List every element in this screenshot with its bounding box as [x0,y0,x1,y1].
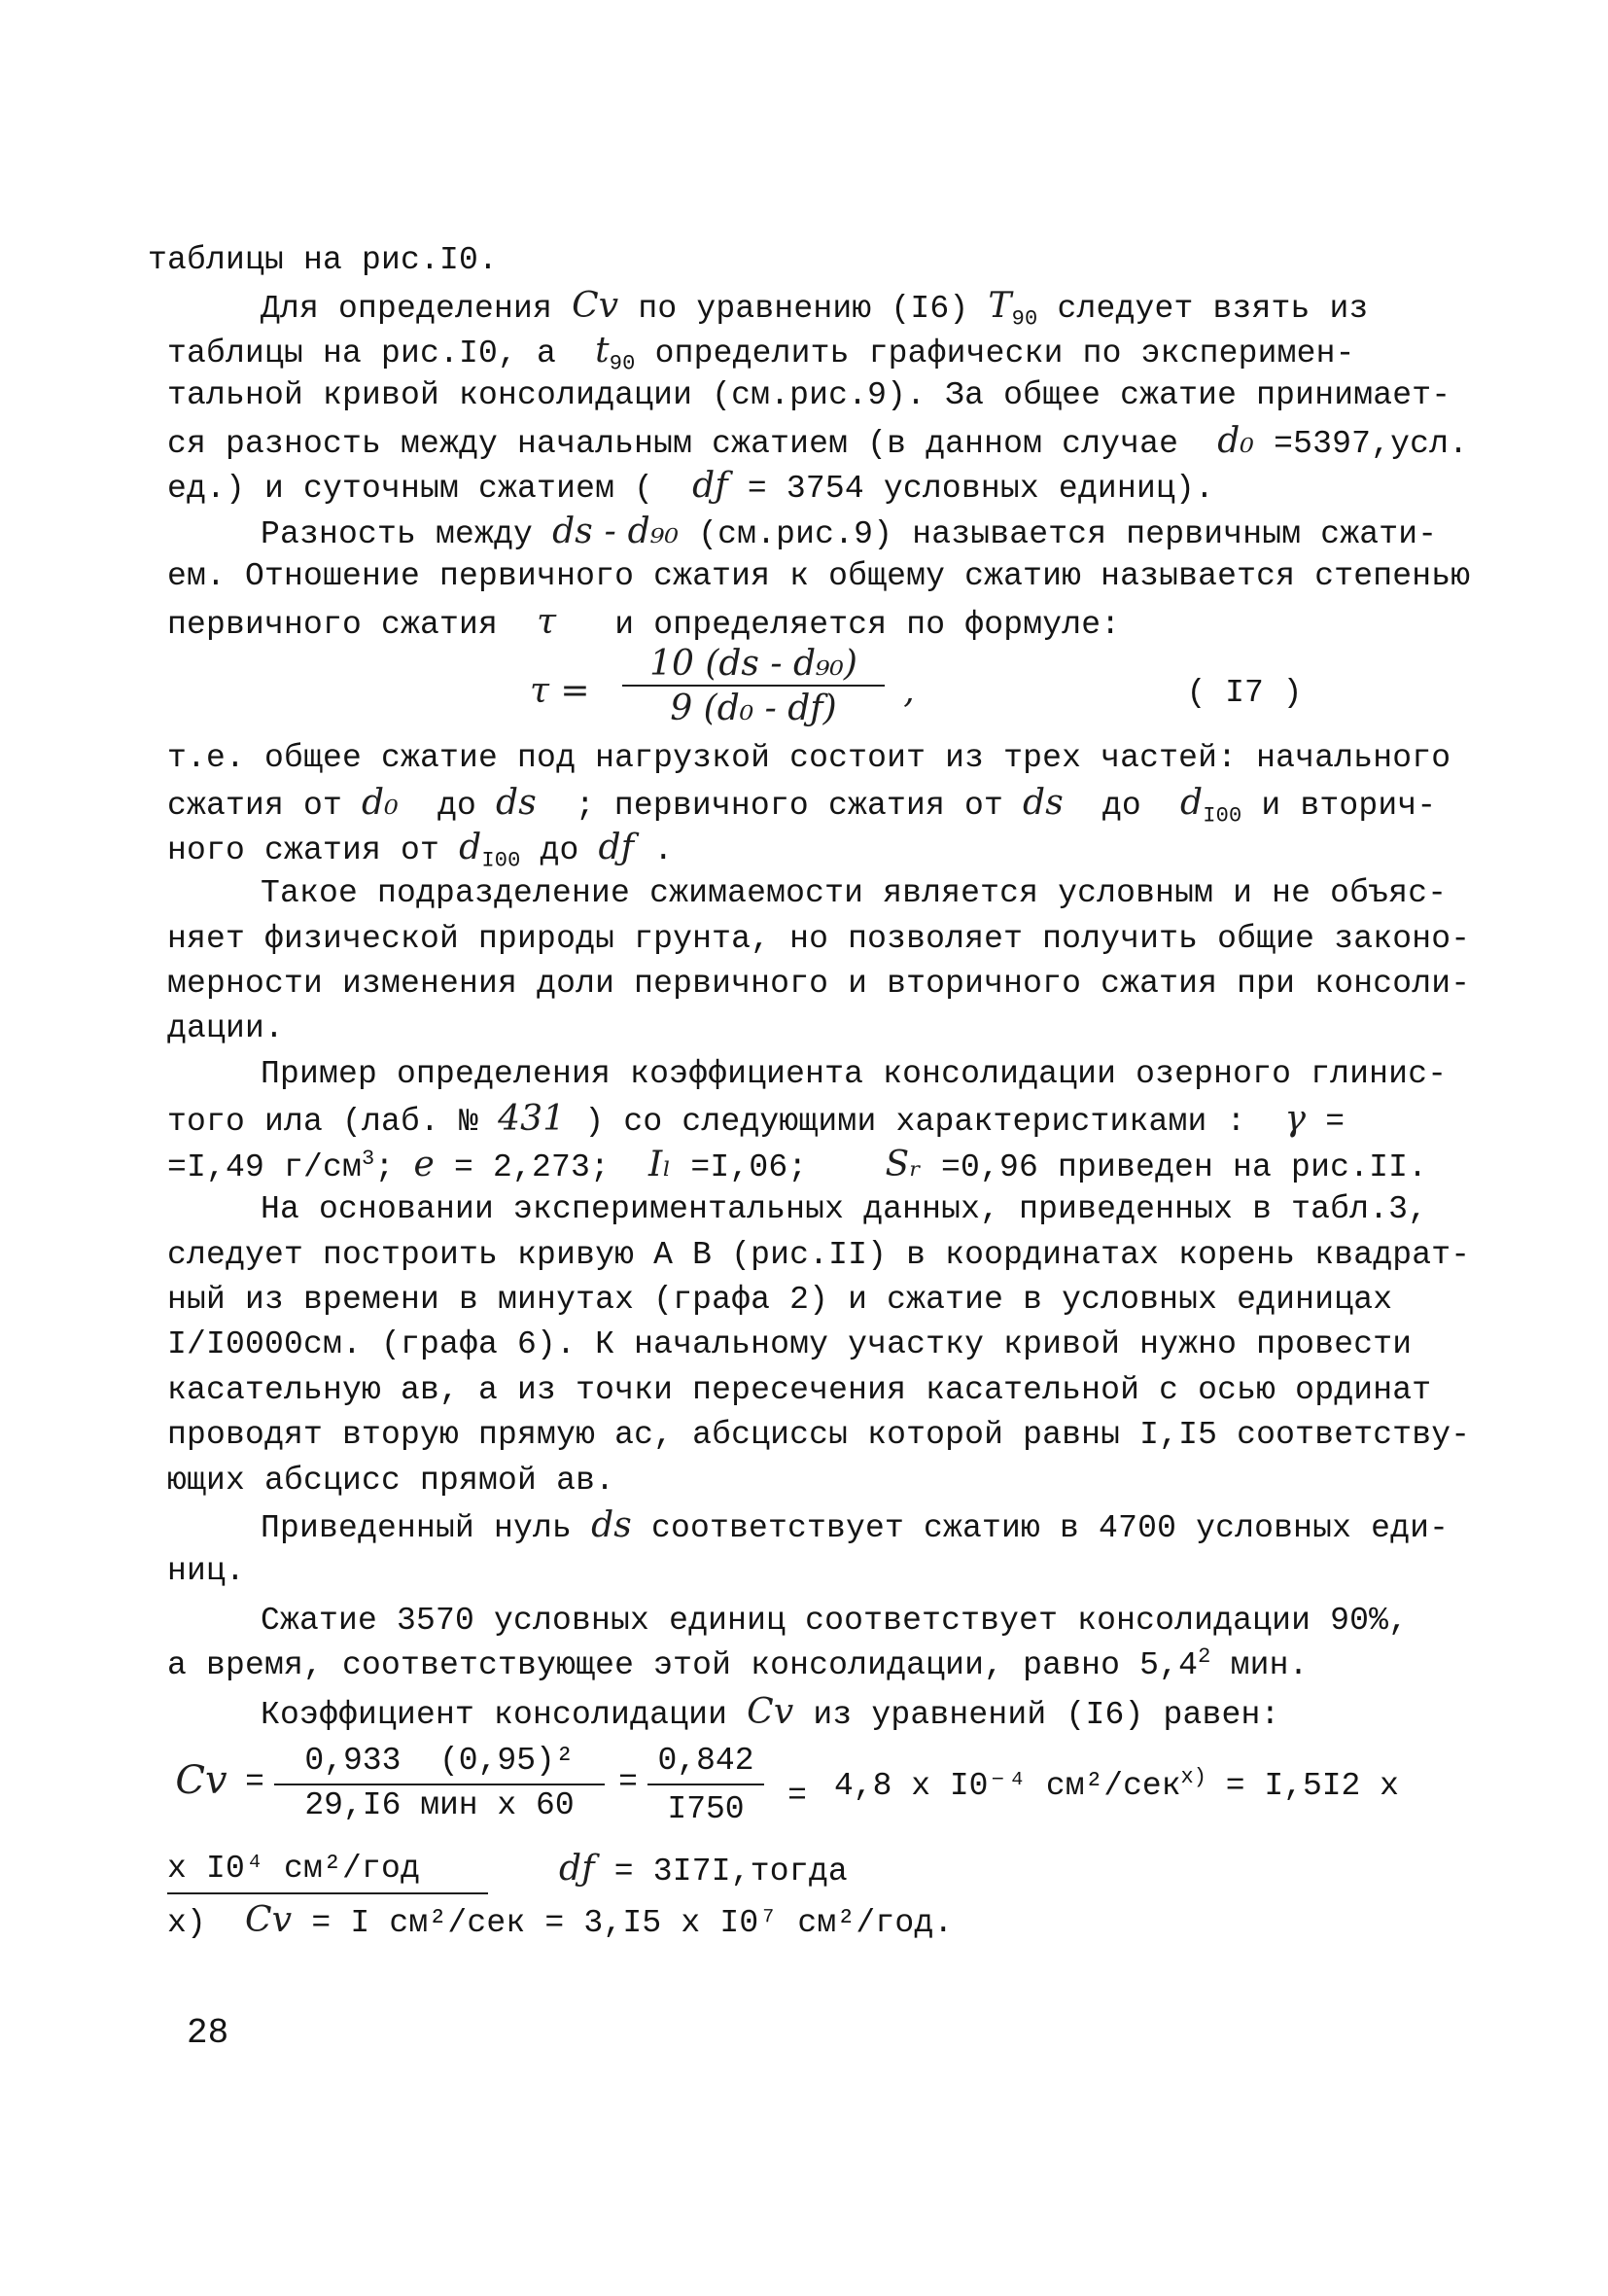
equation-comma: , [903,671,915,711]
text-line: Разность между ds - d₉₀ (см.рис.9) называется первичным сжати- [261,512,1438,552]
underline [167,1892,488,1894]
handwritten-symbol: ds [591,1505,632,1545]
text-line: ющих абсцисс прямой ав. [167,1463,615,1499]
text-line: сжатия от d₀ до ds ; первичного сжатия от ds до $d_{I00}$ и вторич- [167,783,1437,829]
equation-result: 4,8 x I0⁻⁴ см²/сек$^{x)}$ = I,5I2 x [834,1765,1399,1804]
handwritten-symbol: τ [537,602,557,642]
text-line: таблицы на рис.I0, а $t_{90}$ определить графически по эксперимен- [167,331,1355,376]
fraction-bar [622,685,885,687]
handwritten-symbol: dƒ [559,1849,595,1889]
handwritten-symbol: ds [1022,783,1064,823]
text-line: Сжатие 3570 условных единиц соответствует консолидации 90%, [261,1603,1409,1639]
footnote: x) Cv = I см²/сек = 3,I5 x I0⁷ см²/год. [167,1900,954,1941]
text-line: ного сжатия от $d_{I00}$ до dƒ . [167,828,674,873]
equals-sign: = [787,1778,807,1814]
text-line: Коэффициент консолидации Cv из уравнений (I6) равен: [261,1692,1280,1733]
handwritten-symbol: Cv [747,1692,794,1732]
text-line: того ила (лаб. № 431 ) со следующими характеристиками : γ = [167,1099,1346,1140]
text-line: I/I0000см. (графа 6). К начальному участку кривой нужно провести [167,1326,1413,1362]
equation-label: ( I7 ) [1186,675,1303,711]
handwritten-symbol: d₀ [362,783,399,823]
equation-numerator: 10 (ds - d₉₀) [649,644,857,684]
equation-lhs: Cv [175,1758,227,1803]
handwritten-symbol: e [413,1145,435,1184]
equals-sign: = [245,1764,264,1800]
text-line: дации. [167,1010,285,1046]
text-line: няет физической природы грунта, но позволяет получить общие законо- [167,921,1471,957]
handwritten-symbol: d₀ [1217,421,1255,461]
text-line: ся разность между начальным сжатием (в данном случае d₀ =5397,усл. [167,421,1469,462]
equation-lhs: τ = [530,671,590,711]
fraction-bar [274,1784,605,1785]
text-line: первичного сжатия τ и определяется по формуле: [167,602,1121,643]
text-line: ниц. [167,1553,246,1589]
text-line: =I,49 $г/см^3$; e = 2,273; Iₗ =I,06; Sᵣ =0,96 приведен на рис.II. [167,1145,1428,1185]
equals-sign: = [618,1764,638,1800]
text-line: Приведенный нуль ds соответствует сжатию в 4700 условных еди- [261,1505,1450,1546]
fraction-denominator: I750 [667,1791,745,1827]
handwritten-number: 431 [498,1099,566,1139]
handwritten-symbol: Cv [572,286,619,326]
text-line: На основании экспериментальных данных, приведенных в табл.3, [261,1191,1428,1227]
handwritten-symbol: T [988,286,1012,326]
text-line: dƒ = 3I7I,тогда [559,1849,848,1890]
text-line: Такое подразделение сжимаемости является условным и не объяс- [261,875,1448,911]
text-line: следует построить кривую А В (рис.II) в координатах корень квадрат- [167,1237,1471,1273]
handwritten-symbol: d [1179,783,1204,823]
text-line: ед.) и суточным сжатием ( dƒ = 3754 условных единиц). [167,466,1214,507]
text-line: т.е. общее сжатие под нагрузкой состоит из трех частей: начального [167,740,1451,776]
text-line: тальной кривой консолидации (см.рис.9). За общее сжатие принимает- [167,377,1451,413]
text-line: проводят вторую прямую ас, абсциссы которой равны I,I5 соответству- [167,1417,1471,1453]
text-line: ный из времени в минутах (графа 2) и сжатие в условных единицах [167,1282,1393,1318]
handwritten-symbol: dƒ [598,828,635,867]
handwritten-symbol: Cv [245,1900,293,1940]
page-number: 28 [187,2013,229,2053]
text-line: ем. Отношение первичного сжатия к общему сжатию называется степенью [167,558,1471,594]
text-line: касательную ав, а из точки пересечения касательной с осью ординат [167,1372,1432,1408]
fraction-bar [647,1784,764,1785]
handwritten-symbol: Sᵣ [885,1145,922,1184]
handwritten-symbol: d [459,828,482,867]
text-line: Для определения Cv по уравнению (I6) $T_{90}$ следует взять из [261,286,1369,332]
handwritten-symbol: t [595,331,610,371]
equation-denominator: 9 (d₀ - dƒ) [670,689,837,728]
handwritten-symbol: Iₗ [648,1145,672,1184]
fraction-denominator: 29,I6 мин x 60 [304,1787,575,1823]
handwritten-symbol: dƒ [692,466,728,506]
handwritten-symbol: ds - d₉₀ [552,512,680,551]
text-line: мерности изменения доли первичного и вторичного сжатия при консоли- [167,966,1471,1002]
text-line: Пример определения коэффициента консолидации озерного глинис- [261,1056,1448,1092]
text-line: а время, соответствующее этой консолидации, равно $5,4^2$ мин. [167,1644,1309,1683]
fraction-numerator: 0,842 [657,1743,754,1779]
text-line: x I0⁴ см²/год [167,1851,421,1887]
fraction-numerator: 0,933 (0,95)² [304,1743,575,1779]
handwritten-symbol: γ [1284,1099,1307,1139]
text-line: таблицы на рис.I0. [148,242,499,278]
handwritten-symbol: ds [495,783,537,823]
